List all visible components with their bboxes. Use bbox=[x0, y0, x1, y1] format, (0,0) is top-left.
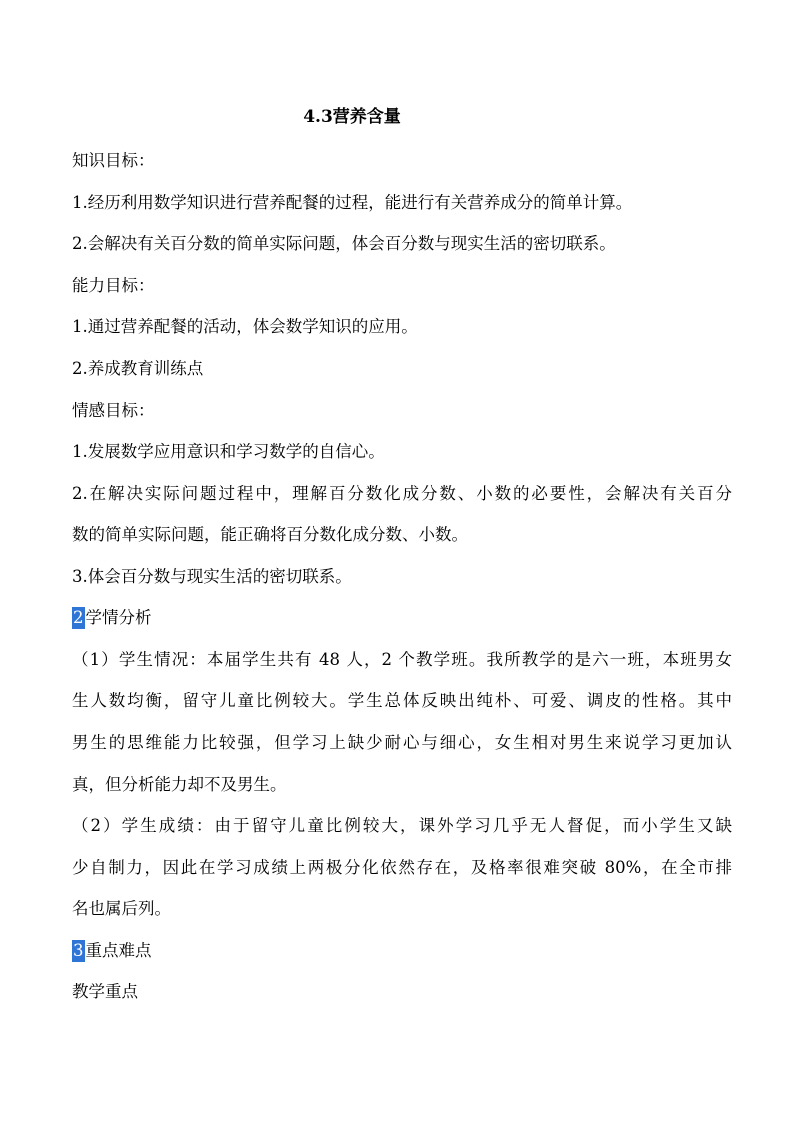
situation-line-3: 男生的思维能力比较强，但学习上缺少耐心与细心，女生相对男生来说学习更加认 bbox=[72, 733, 732, 752]
situation-line-1: （1）学生情况：本届学生共有 48 人，2 个教学班。我所教学的是六一班，本班男女 bbox=[72, 650, 732, 669]
section-3-heading bbox=[72, 940, 732, 962]
section-2-number: 2 bbox=[73, 608, 84, 627]
emotion-item-2-line-1: 2.在解决实际问题过程中，理解百分数化成分数、小数的必要性，会解决有关百分 bbox=[72, 484, 732, 503]
emotion-item-2-line-2: 数的简单实际问题，能正确将百分数化成分数、小数。 bbox=[72, 525, 468, 544]
teaching-key-heading: 教学重点 bbox=[72, 982, 138, 1001]
emotion-item-3: 3.体会百分数与现实生活的密切联系。 bbox=[72, 567, 352, 586]
page-title: 4.3营养含量 bbox=[303, 107, 401, 127]
ability-item-1: 1.通过营养配餐的活动，体会数学知识的应用。 bbox=[72, 317, 418, 336]
ability-heading: 能力目标： bbox=[72, 276, 155, 295]
grades-line-1: （2）学生成绩：由于留守儿童比例较大，课外学习几乎无人督促，而小学生又缺 bbox=[72, 816, 732, 835]
knowledge-item-1: 1.经历利用数学知识进行营养配餐的过程，能进行有关营养成分的简单计算。 bbox=[72, 193, 633, 212]
emotion-heading: 情感目标： bbox=[72, 401, 155, 420]
grades-line-2: 少自制力，因此在学习成绩上两极分化依然存在，及格率很难突破 80%，在全市排 bbox=[72, 858, 732, 877]
section-2-label: 学情分析 bbox=[85, 608, 152, 627]
situation-line-4: 真，但分析能力却不及男生。 bbox=[72, 775, 287, 794]
knowledge-heading: 知识目标： bbox=[72, 151, 155, 170]
knowledge-item-2: 2.会解决有关百分数的简单实际问题，体会百分数与现实生活的密切联系。 bbox=[72, 234, 616, 253]
grades-line-3: 名也属后列。 bbox=[72, 899, 171, 918]
section-3-label: 重点难点 bbox=[85, 941, 152, 960]
section-2-heading bbox=[72, 607, 732, 629]
section-3-number: 3 bbox=[73, 941, 84, 960]
ability-item-2: 2.养成教育训练点 bbox=[72, 359, 204, 378]
situation-line-2: 生人数均衡，留守儿童比例较大。学生总体反映出纯朴、可爱、调皮的性格。其中 bbox=[72, 691, 732, 710]
emotion-item-1: 1.发展数学应用意识和学习数学的自信心。 bbox=[72, 442, 385, 461]
